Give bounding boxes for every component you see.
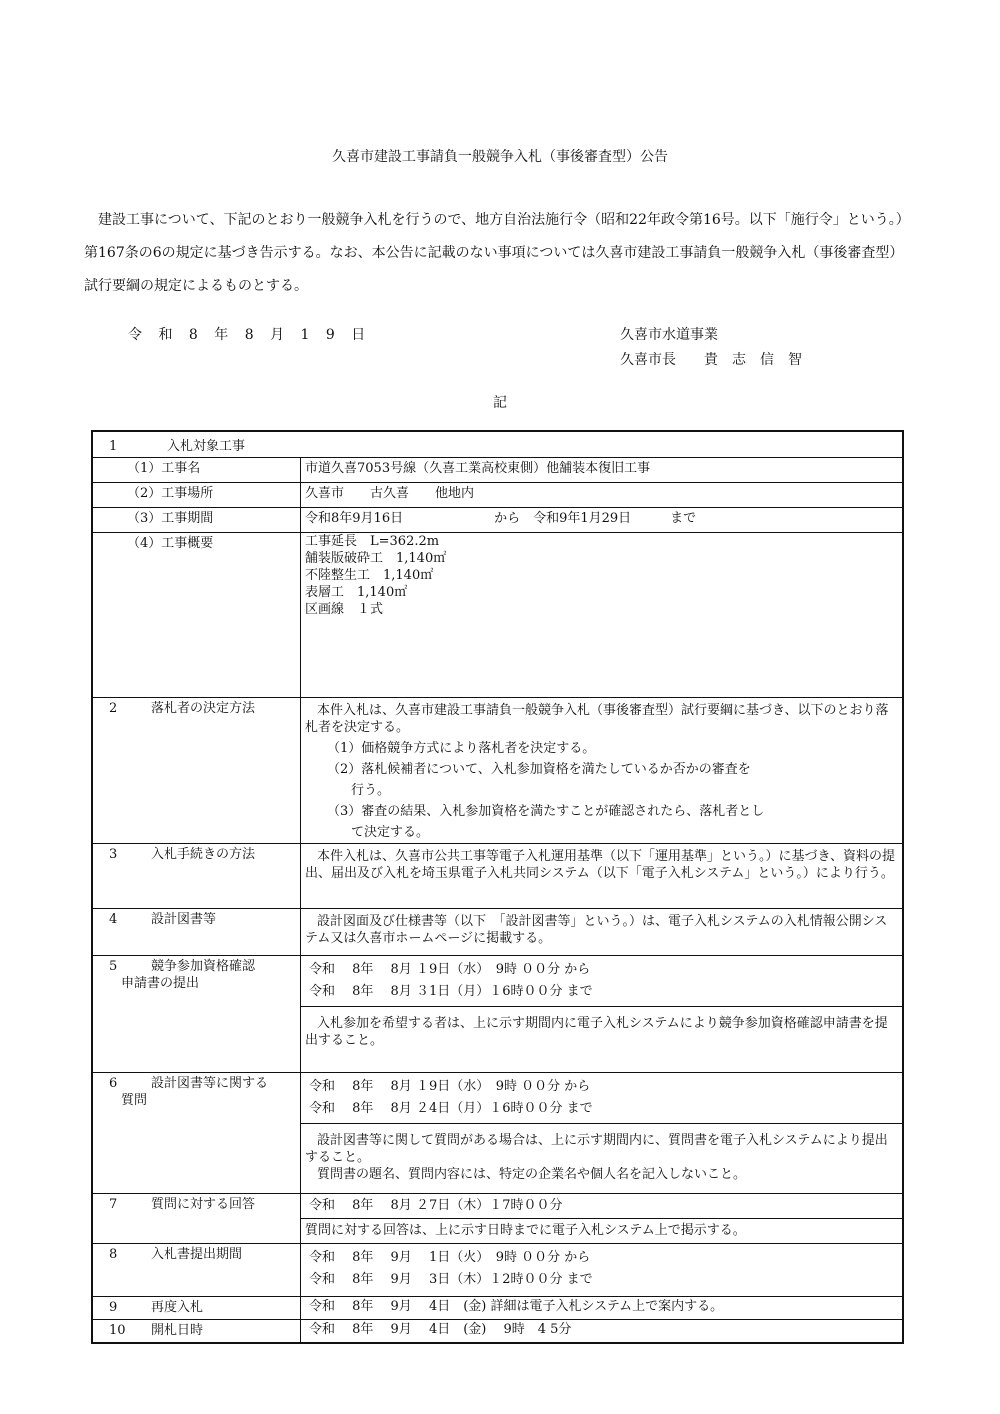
section-label: 質問に対する回答: [151, 1197, 256, 1212]
section-9-row: [92, 1297, 903, 1320]
period-start: 令和 8年 9月 1日（火） 9時 ００分 から: [309, 1250, 591, 1265]
period-end: 令和 8年 8月 ２4日（月）１6時００分 まで: [309, 1101, 593, 1116]
section-number: 7: [109, 1197, 118, 1212]
announcement-date: 令 和 8 年 8 月 1 9 日: [128, 327, 372, 343]
award-item: （1）価格競争方式により落札者を決定する。: [327, 741, 596, 756]
section-number: 5: [109, 959, 118, 974]
work-period-value: 令和8年9月16日 から 令和9年1月29日 まで: [305, 511, 697, 526]
section-4-row: [92, 909, 903, 956]
section-label: 設計図書等: [151, 912, 217, 927]
section-label: 設計図書等に関する: [151, 1076, 269, 1091]
notice-table: [91, 430, 904, 1344]
summary-line: 工事延長 L=362.2m: [305, 534, 440, 549]
section-6-row: [92, 1073, 903, 1194]
application-text: 入札参加を希望する者は、上に示す期間内に電子入札システムにより競争参加資格確認申請書を提出すること。: [305, 1016, 888, 1048]
section-label: 競争参加資格確認: [151, 959, 256, 974]
work-place-row: [92, 483, 903, 508]
section-label: 落札者の決定方法: [151, 701, 256, 716]
award-method-text: 本件入札は、久喜市建設工事請負一般競争入札（事後審査型）試行要綱に基づき、以下のとおり落札者を決定する。: [305, 703, 889, 735]
section-2-row: [92, 698, 903, 844]
work-place-label: （2）工事場所: [127, 486, 214, 501]
work-name-row: [92, 458, 903, 483]
opening-datetime: 令和 8年 9月 4日 (金) 9時 4 5分: [309, 1322, 572, 1337]
section-number: 4: [109, 912, 118, 927]
award-item: （3）審査の結果、入札参加資格を満たすことが確認されたら、落札者とし: [327, 804, 765, 819]
work-name-value: 市道久喜7053号線（久喜工業高校東側）他舗装本復旧工事: [305, 461, 651, 476]
section-label: 入札対象工事: [167, 439, 246, 454]
section-label-cont: 質問: [121, 1093, 148, 1108]
document-title: 久喜市建設工事請負一般競争入札（事後審査型）公告: [332, 149, 668, 165]
work-period-row: [92, 508, 903, 533]
section-number: 10: [109, 1323, 126, 1338]
answer-deadline: 令和 8年 8月 ２7日（木）１7時００分: [309, 1198, 563, 1213]
section-7-row: [92, 1194, 903, 1244]
section-number: 8: [109, 1247, 118, 1262]
section-number: 9: [109, 1300, 118, 1315]
period-end: 令和 8年 8月 ３1日（月）１6時００分 まで: [309, 984, 593, 999]
question-note: 質問書の題名、質問内容には、特定の企業名や個人名を記入しないこと。: [317, 1167, 747, 1182]
summary-line: 不陸整生工 1,140㎡: [305, 568, 434, 583]
section-label: 開札日時: [151, 1323, 204, 1338]
summary-line: 舗装版破砕工 1,140㎡: [305, 551, 447, 566]
bidding-procedure-text: 本件入札は、久喜市公共工事等電子入札運用基準（以下「運用基準」という。）に基づき、資料の提出、届出及び入札を埼玉県電子入札共同システム（以下「電子入札システム」という。）により行う。: [305, 849, 895, 881]
rebid-info: 令和 8年 9月 4日 (金) 詳細は電子入札システム上で案内する。: [309, 1299, 724, 1314]
period-start: 令和 8年 8月 １9日（水） 9時 ００分 から: [309, 1079, 591, 1094]
section-number: 6: [109, 1076, 118, 1091]
work-place-value: 久喜市 古久喜 他地内: [305, 486, 475, 501]
section-number: 2: [109, 701, 118, 716]
section-label: 入札手続きの方法: [151, 847, 256, 862]
ki-heading: 記: [493, 395, 507, 411]
work-summary-row: [92, 533, 903, 698]
section-label: 入札書提出期間: [151, 1247, 243, 1262]
work-summary-label: （4）工事概要: [127, 536, 214, 551]
section-10-row: [92, 1320, 903, 1344]
question-text: 設計図書等に関して質問がある場合は、上に示す期間内に、質問書を電子入札システムにより提出すること。: [305, 1133, 888, 1165]
issuer-name: 久喜市長 貴 志 信 智: [620, 352, 802, 368]
period-end: 令和 8年 9月 3日（木）１2時００分 まで: [309, 1272, 593, 1287]
section-3-row: [92, 844, 903, 909]
intro-paragraph: 建設工事について、下記のとおり一般競争入札を行うので、地方自治法施行令（昭和22年政令第16号。以下「施行令」という。）第167条の6の規定に基づき告示する。なお、本公告に記載のない事項については久喜市建設工事請負一般競争入札（事後審査型）試行要綱の規定によるものとする。: [84, 212, 904, 294]
work-period-label: （3）工事期間: [127, 511, 214, 526]
section-label: 再度入札: [151, 1300, 204, 1315]
issuer-organization: 久喜市水道事業: [620, 327, 718, 343]
answer-text: 質問に対する回答は、上に示す日時までに電子入札システム上で掲示する。: [305, 1223, 746, 1238]
period-start: 令和 8年 8月 １9日（水） 9時 ００分 から: [309, 962, 591, 977]
section-label-cont: 申請書の提出: [121, 976, 200, 991]
award-item: （2）落札候補者について、入札参加資格を満たしているか否かの審査を: [327, 762, 751, 777]
award-item-cont: て決定する。: [351, 825, 430, 840]
section-1-header: [92, 431, 903, 458]
section-8-row: [92, 1244, 903, 1297]
design-docs-text: 設計図面及び仕様書等（以下 「設計図書等」という。）は、電子入札システムの入札情報公開システム又は久喜市ホームページに掲載する。: [305, 914, 888, 946]
work-name-label: （1）工事名: [127, 461, 201, 476]
summary-line: 区画線 １式: [305, 602, 384, 617]
section-5-row: [92, 956, 903, 1073]
summary-line: 表層工 1,140㎡: [305, 585, 408, 600]
section-number: 3: [109, 847, 118, 862]
award-item-cont: 行う。: [351, 783, 391, 798]
section-number: 1: [109, 439, 118, 454]
